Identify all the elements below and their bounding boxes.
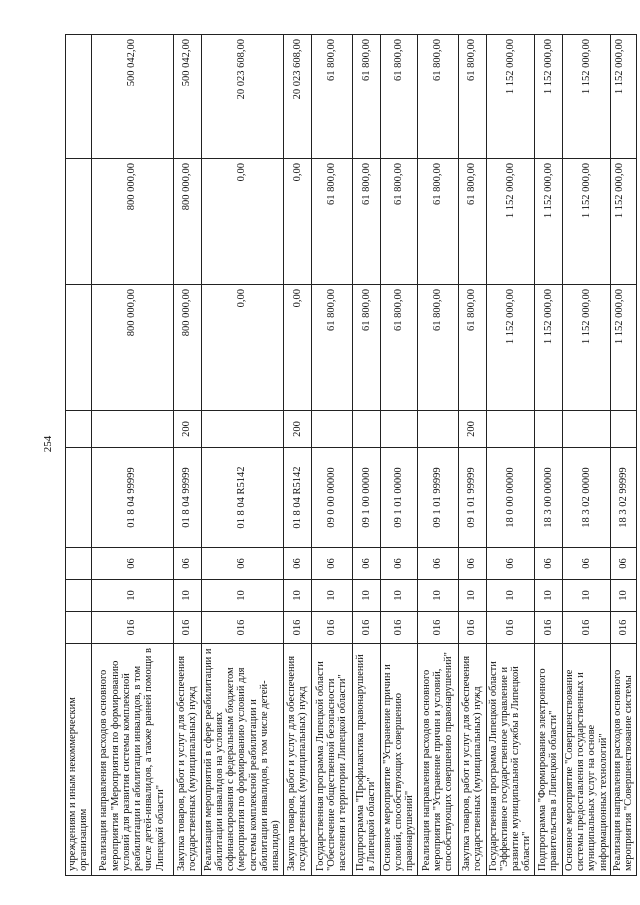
table-row xyxy=(173,35,201,876)
ved-cell: 016 xyxy=(91,612,173,644)
amount-year2-cell: 0,00 xyxy=(201,159,283,285)
table-row xyxy=(610,35,636,876)
row-name-cell: Подпрограмма "Профилактика правонарушений в Липецкой области" xyxy=(352,644,380,876)
rotated-page-content xyxy=(65,35,635,876)
amount-year1-cell: 61 800,00 xyxy=(417,285,458,411)
amount-year2-cell: 61 800,00 xyxy=(417,159,458,285)
page-number: 254 xyxy=(42,435,54,453)
target-article-cell: 09 1 01 99999 xyxy=(458,448,486,548)
subsection-cell: 06 xyxy=(283,548,311,580)
ved-cell: 016 xyxy=(610,612,636,644)
amount-year3-cell: 20 023 608,00 xyxy=(201,35,283,159)
expense-type-cell xyxy=(534,411,562,448)
row-name-cell: Реализация направления расходов основного мероприятия "Совершенствование системы xyxy=(610,644,636,876)
expense-type-cell xyxy=(610,411,636,448)
target-article-cell: 18 3 00 00000 xyxy=(534,448,562,548)
expense-type-cell xyxy=(352,411,380,448)
subsection-cell: 06 xyxy=(458,548,486,580)
subsection-cell: 06 xyxy=(610,548,636,580)
expense-type-cell xyxy=(417,411,458,448)
target-article-cell: 09 0 00 00000 xyxy=(311,448,352,548)
ved-cell: 016 xyxy=(380,612,417,644)
section-cell: 10 xyxy=(352,580,380,612)
table-row xyxy=(66,35,92,876)
amount-year1-cell: 1 152 000,00 xyxy=(534,285,562,411)
row-name-cell: Закупка товаров, работ и услуг для обеспечения государственных (муниципальных) нужд xyxy=(173,644,201,876)
subsection-cell: 06 xyxy=(311,548,352,580)
amount-year1-cell: 61 800,00 xyxy=(352,285,380,411)
table-row xyxy=(486,35,534,876)
budget-table xyxy=(65,34,637,876)
row-name-cell: Закупка товаров, работ и услуг для обеспечения государственных (муниципальных) нужд xyxy=(458,644,486,876)
ved-cell: 016 xyxy=(486,612,534,644)
subsection-cell: 06 xyxy=(562,548,610,580)
section-cell: 10 xyxy=(91,580,173,612)
amount-year2-cell: 1 152 000,00 xyxy=(562,159,610,285)
amount-year3-cell: 1 152 000,00 xyxy=(610,35,636,159)
expense-type-cell xyxy=(562,411,610,448)
amount-year1-cell: 0,00 xyxy=(201,285,283,411)
amount-year2-cell: 61 800,00 xyxy=(458,159,486,285)
row-name-cell: Закупка товаров, работ и услуг для обеспечения государственных (муниципальных) нужд xyxy=(283,644,311,876)
amount-year3-cell: 500 042,00 xyxy=(173,35,201,159)
section-cell: 10 xyxy=(610,580,636,612)
amount-year3-cell: 61 800,00 xyxy=(417,35,458,159)
table-row xyxy=(534,35,562,876)
subsection-cell: 06 xyxy=(486,548,534,580)
ved-cell: 016 xyxy=(201,612,283,644)
amount-year2-cell: 1 152 000,00 xyxy=(610,159,636,285)
amount-year2-cell: 61 800,00 xyxy=(311,159,352,285)
amount-year2-cell: 61 800,00 xyxy=(380,159,417,285)
amount-year1-cell: 1 152 000,00 xyxy=(562,285,610,411)
amount-year1-cell: 0,00 xyxy=(283,285,311,411)
amount-year2-cell: 800 000,00 xyxy=(91,159,173,285)
table-row xyxy=(562,35,610,876)
table-row xyxy=(458,35,486,876)
table-row xyxy=(283,35,311,876)
row-name-cell: Реализация мероприятий в сфере реабилитации и абилитации инвалидов на условиях софинансирования с федеральным бюджетом (мероприятия по формированию условий для системы комплексной реабилитации и абилитации инвалидов, в том числе детей-инвалидов) xyxy=(201,644,283,876)
ved-cell: 016 xyxy=(458,612,486,644)
ved-cell: 016 xyxy=(352,612,380,644)
amount-year3-cell: 20 023 608,00 xyxy=(283,35,311,159)
amount-year3-cell: 500 042,00 xyxy=(91,35,173,159)
target-article-cell: 18 3 02 99999 xyxy=(610,448,636,548)
ved-cell: 016 xyxy=(311,612,352,644)
subsection-cell: 06 xyxy=(534,548,562,580)
section-cell: 10 xyxy=(311,580,352,612)
section-cell: 10 xyxy=(486,580,534,612)
amount-year1-cell: 61 800,00 xyxy=(380,285,417,411)
budget-table-frame xyxy=(65,35,635,876)
amount-year2-cell: 1 152 000,00 xyxy=(486,159,534,285)
table-row xyxy=(352,35,380,876)
amount-year1-cell: 800 000,00 xyxy=(173,285,201,411)
subsection-cell: 06 xyxy=(173,548,201,580)
target-article-cell: 01 8 04 R5142 xyxy=(201,448,283,548)
amount-year3-cell: 1 152 000,00 xyxy=(562,35,610,159)
table-row xyxy=(417,35,458,876)
table-row xyxy=(201,35,283,876)
ved-cell: 016 xyxy=(562,612,610,644)
section-cell: 10 xyxy=(534,580,562,612)
row-name-cell: Основное мероприятие "Совершенствование системы предоставления государственных и муниципальных услуг на основе информационных технологий" xyxy=(562,644,610,876)
expense-type-cell: 200 xyxy=(173,411,201,448)
target-article-cell: 09 1 01 00000 xyxy=(380,448,417,548)
target-article-cell: 18 0 00 00000 xyxy=(486,448,534,548)
subsection-cell: 06 xyxy=(417,548,458,580)
expense-type-cell xyxy=(91,411,173,448)
expense-type-cell: 200 xyxy=(283,411,311,448)
ved-cell: 016 xyxy=(534,612,562,644)
amount-year3-cell: 1 152 000,00 xyxy=(486,35,534,159)
amount-year3-cell: 1 152 000,00 xyxy=(534,35,562,159)
row-name-cell: Подпрограмма "Формирование электронного правительства в Липецкой области" xyxy=(534,644,562,876)
amount-year3-cell: 61 800,00 xyxy=(458,35,486,159)
amount-year2-cell: 1 152 000,00 xyxy=(534,159,562,285)
amount-year1-cell: 61 800,00 xyxy=(311,285,352,411)
section-cell: 10 xyxy=(380,580,417,612)
section-cell: 10 xyxy=(201,580,283,612)
amount-year1-cell: 1 152 000,00 xyxy=(610,285,636,411)
subsection-cell: 06 xyxy=(201,548,283,580)
ved-cell: 016 xyxy=(173,612,201,644)
target-article-cell: 09 1 01 99999 xyxy=(417,448,458,548)
amount-year3-cell: 61 800,00 xyxy=(311,35,352,159)
subsection-cell: 06 xyxy=(352,548,380,580)
amount-year3-cell: 61 800,00 xyxy=(380,35,417,159)
amount-year3-cell: 61 800,00 xyxy=(352,35,380,159)
target-article-cell: 01 8 04 99999 xyxy=(91,448,173,548)
ved-cell: 016 xyxy=(417,612,458,644)
row-name-cell: Государственная программа Липецкой области "Эффективное государственное управление и развитие муниципальной службы в Липецкой области" xyxy=(486,644,534,876)
table-row xyxy=(380,35,417,876)
amount-year1-cell: 61 800,00 xyxy=(458,285,486,411)
section-cell: 10 xyxy=(283,580,311,612)
row-name-cell: Реализация направления расходов основного мероприятия "Мероприятия по формированию условий для развития системы комплексной реабилитации и абилитации инвалидов, в том числе детей-инвалидов, а также ранней помощи в Липецкой области" xyxy=(91,644,173,876)
target-article-cell: 09 1 00 00000 xyxy=(352,448,380,548)
amount-year2-cell: 0,00 xyxy=(283,159,311,285)
ved-cell: 016 xyxy=(283,612,311,644)
row-name-cell: учреждениям и иным некоммерческим организациям xyxy=(66,644,92,876)
row-name-cell: Государственная программа Липецкой области "Обеспечение общественной безопасности населения и территории Липецкой области" xyxy=(311,644,352,876)
target-article-cell: 18 3 02 00000 xyxy=(562,448,610,548)
expense-type-cell: 200 xyxy=(458,411,486,448)
section-cell: 10 xyxy=(562,580,610,612)
table-row xyxy=(91,35,173,876)
table-row xyxy=(311,35,352,876)
subsection-cell: 06 xyxy=(91,548,173,580)
amount-year2-cell: 800 000,00 xyxy=(173,159,201,285)
expense-type-cell xyxy=(380,411,417,448)
section-cell: 10 xyxy=(417,580,458,612)
amount-year2-cell: 61 800,00 xyxy=(352,159,380,285)
row-name-cell: Реализация направления расходов основного мероприятия "Устранение причин и условий, способствующих совершению правонарушений" xyxy=(417,644,458,876)
expense-type-cell xyxy=(201,411,283,448)
section-cell: 10 xyxy=(173,580,201,612)
target-article-cell: 01 8 04 R5142 xyxy=(283,448,311,548)
section-cell: 10 xyxy=(458,580,486,612)
expense-type-cell xyxy=(486,411,534,448)
amount-year1-cell: 800 000,00 xyxy=(91,285,173,411)
subsection-cell: 06 xyxy=(380,548,417,580)
amount-year1-cell: 1 152 000,00 xyxy=(486,285,534,411)
row-name-cell: Основное мероприятие "Устранение причин и условий, способствующих совершению правонарушений" xyxy=(380,644,417,876)
expense-type-cell xyxy=(311,411,352,448)
target-article-cell: 01 8 04 99999 xyxy=(173,448,201,548)
